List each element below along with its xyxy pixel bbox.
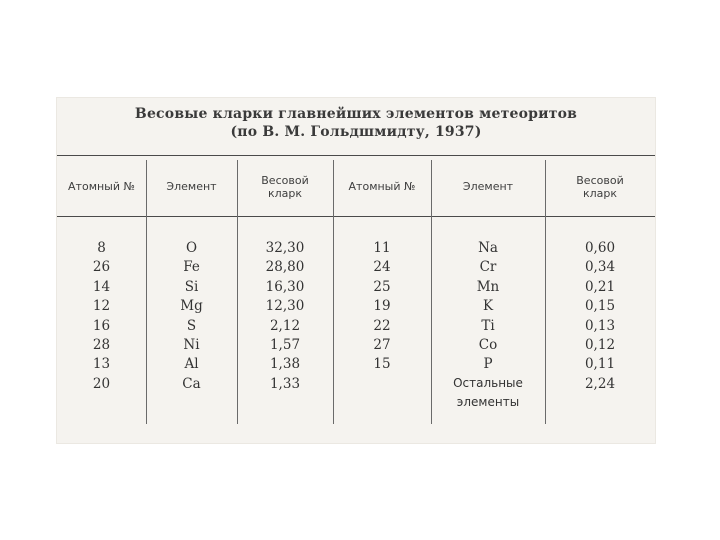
table-cell: S <box>186 317 197 334</box>
table-cell: 2,12 <box>269 317 301 334</box>
header-clarke-right <box>545 174 655 200</box>
table-cell: 15 <box>373 356 391 373</box>
table-cell: Ca <box>182 375 201 392</box>
table-cell: 28,80 <box>265 259 305 276</box>
table-cell: 25 <box>373 278 391 295</box>
table-cell: 12 <box>92 298 111 315</box>
left-atomic-number-column <box>57 239 146 394</box>
table-cell: 16,30 <box>265 278 305 295</box>
table-cell: 0,34 <box>584 259 616 276</box>
right-atomic-number-column <box>333 239 431 375</box>
header-clarke-line1: Весовой <box>261 174 309 187</box>
header-atomic-number-right: Атомный № <box>348 180 416 193</box>
table-cell: 0,13 <box>584 317 616 334</box>
left-element-column <box>146 239 237 394</box>
table-cell: Fe <box>183 259 200 276</box>
table-cell: 27 <box>373 336 391 353</box>
table-cell: 14 <box>92 278 111 295</box>
header-element-right: Элемент <box>462 180 514 193</box>
scanned-table-image <box>56 97 656 444</box>
table-cell: Co <box>478 336 498 353</box>
table-cell: Si <box>184 278 199 295</box>
header-clarke-line2: кларк <box>267 187 303 200</box>
table-cell: 26 <box>92 259 111 276</box>
table-cell: 28 <box>92 336 111 353</box>
table-cell: 2,24 <box>584 375 616 392</box>
table-cell: 11 <box>373 240 391 256</box>
table-title: Весовые кларки главнейших элементов метеоритов <box>134 106 578 122</box>
left-clarke-column <box>237 239 333 394</box>
table-cell: 32,30 <box>265 240 305 256</box>
table-cell: Mg <box>180 298 203 315</box>
table-cell: 1,33 <box>269 375 301 392</box>
table-cell: Ti <box>481 317 495 334</box>
table-cell: 0,15 <box>584 298 616 315</box>
header-element: Элемент <box>166 180 217 193</box>
right-element-column <box>431 239 545 375</box>
table-cell: 8 <box>97 240 106 256</box>
table-cell: 0,11 <box>584 356 616 373</box>
table-cell: O <box>185 240 198 256</box>
table-cell: 0,12 <box>584 336 616 353</box>
table-cell: 0,60 <box>584 240 616 256</box>
header-top-rule <box>57 155 655 156</box>
table-cell: Mn <box>476 278 500 295</box>
table-cell: 22 <box>373 317 391 334</box>
table-cell: P <box>483 356 493 373</box>
table-cell: 19 <box>373 298 391 315</box>
header-clarke <box>237 174 333 200</box>
table-cell: 1,38 <box>269 356 301 373</box>
table-subtitle: (по В. М. Гольдшмидту, 1937) <box>230 124 482 140</box>
rest-elements-label <box>431 374 545 413</box>
table-cell: Cr <box>479 259 497 276</box>
header-clarke-right-line2: кларк <box>582 187 618 200</box>
table-cell: 0,21 <box>584 278 616 295</box>
table-cell: 20 <box>92 375 111 392</box>
table-cell: Na <box>478 240 498 256</box>
table-cell: K <box>482 298 494 315</box>
table-cell: Al <box>184 356 199 373</box>
right-clarke-column <box>545 239 655 394</box>
header-atomic-number: Атомный № <box>68 180 135 193</box>
table-cell: 1,57 <box>269 336 301 353</box>
table-cell: 16 <box>92 317 111 334</box>
rest-elements-line2: элементы <box>456 395 520 410</box>
table-cell: Ni <box>183 336 200 353</box>
table-cell: 24 <box>373 259 391 276</box>
table-cell: 12,30 <box>265 298 305 315</box>
rest-elements-line1: Остальные <box>453 376 523 390</box>
header-clarke-right-line1: Весовой <box>576 174 624 187</box>
table-cell: 13 <box>92 356 111 373</box>
